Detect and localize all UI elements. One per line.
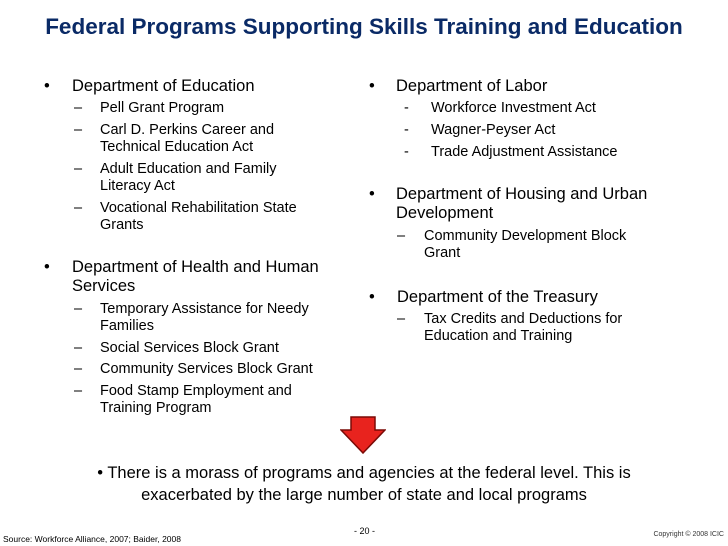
item-label: Wagner-Peyser Act	[431, 122, 556, 138]
hyphen-marker: -	[404, 100, 409, 116]
item-label-cont: Families	[100, 318, 154, 334]
hyphen-marker: -	[404, 144, 409, 160]
dash-marker: –	[74, 383, 83, 399]
hyphen-marker: -	[404, 122, 409, 138]
dash-marker: –	[74, 361, 83, 377]
item-label: Food Stamp Employment and	[100, 383, 292, 399]
down-arrow-icon	[340, 416, 386, 454]
summary-line-1-text: There is a morass of programs and agencies at the federal level. This is	[107, 464, 631, 482]
item-label-cont: Education and Training	[424, 328, 573, 344]
bullet-hhs-label-cont: Services	[72, 277, 136, 295]
bullet-marker: •	[44, 77, 50, 95]
bullet-treasury-label: Department of the Treasury	[397, 288, 598, 306]
dash-marker: –	[74, 161, 83, 177]
summary-line-2: exacerbated by the large number of state and local programs	[141, 486, 587, 504]
item-label-cont: Training Program	[100, 400, 212, 416]
dash-marker: –	[74, 340, 83, 356]
bullet-labor-label: Department of Labor	[396, 77, 548, 95]
copyright-text: Copyright © 2008 ICIC	[653, 531, 724, 538]
item-label-cont: Grants	[100, 217, 144, 233]
item-label-cont: Technical Education Act	[100, 139, 254, 155]
item-label: Workforce Investment Act	[431, 100, 596, 116]
bullet-education-label: Department of Education	[72, 77, 255, 95]
item-label: Trade Adjustment Assistance	[431, 144, 618, 160]
item-label: Social Services Block Grant	[100, 340, 279, 356]
dash-marker: –	[74, 122, 83, 138]
item-label: Pell Grant Program	[100, 100, 225, 116]
summary-text	[0, 462, 728, 506]
item-label: Vocational Rehabilitation State	[100, 200, 297, 216]
dash-marker: –	[74, 301, 83, 317]
page-number: - 20 -	[354, 526, 376, 536]
item-label: Community Development Block	[424, 228, 627, 244]
bullet-marker: •	[369, 77, 375, 95]
item-label-cont: Grant	[424, 245, 461, 261]
bullet-marker: •	[97, 464, 104, 482]
bullet-hud-label-cont: Development	[396, 204, 494, 222]
dash-marker: –	[397, 228, 406, 244]
bullet-marker: •	[44, 258, 50, 276]
dash-marker: –	[74, 100, 83, 116]
item-label: Tax Credits and Deductions for	[424, 311, 623, 327]
dash-marker: –	[397, 311, 406, 327]
bullet-hhs-label: Department of Health and Human	[72, 258, 319, 276]
item-label: Community Services Block Grant	[100, 361, 313, 377]
item-label-cont: Literacy Act	[100, 178, 175, 194]
dash-marker: –	[74, 200, 83, 216]
summary-line-1	[0, 462, 728, 484]
source-note: Source: Workforce Alliance, 2007; Baider, 2008	[3, 534, 181, 544]
item-label: Adult Education and Family	[100, 161, 277, 177]
bullet-hud-label: Department of Housing and Urban	[396, 185, 648, 203]
item-label: Carl D. Perkins Career and	[100, 122, 275, 138]
bullet-marker: •	[369, 185, 375, 203]
bullet-marker: •	[369, 288, 375, 306]
slide-title: Federal Programs Supporting Skills Training and Education	[45, 14, 683, 39]
item-label: Temporary Assistance for Needy	[100, 301, 309, 317]
